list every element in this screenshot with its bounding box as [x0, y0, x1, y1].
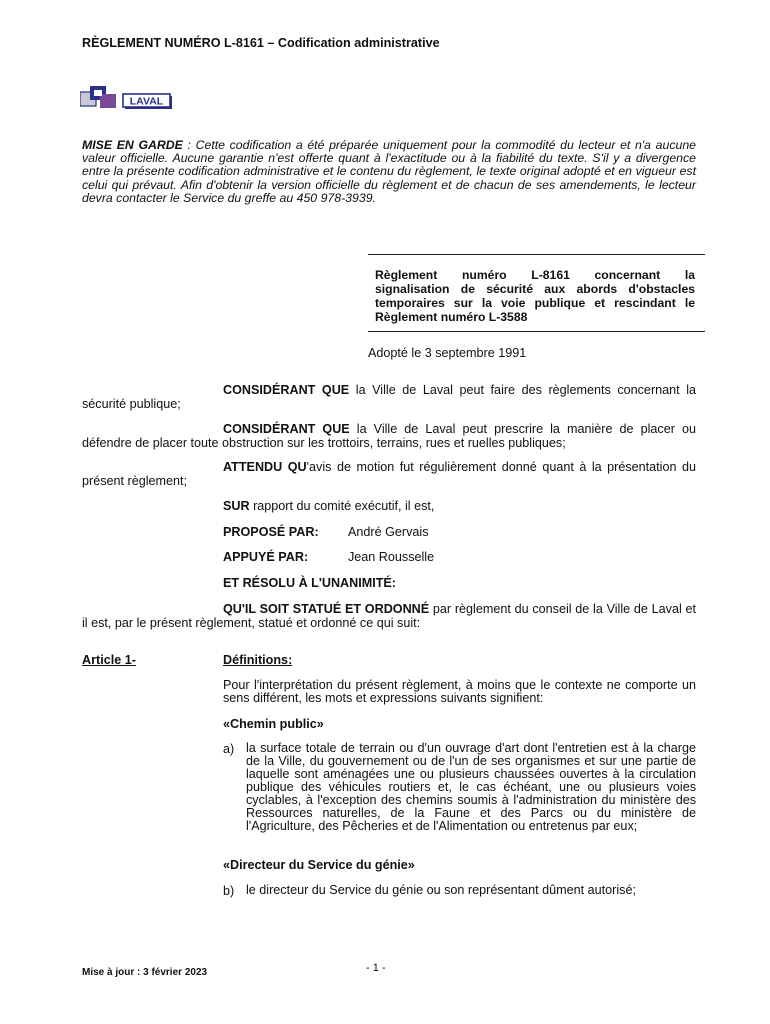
proposed-by-label: PROPOSÉ PAR: [223, 525, 319, 539]
proposed-by-name: André Gervais [348, 525, 429, 539]
preamble-text-2: la Ville de Laval peut prescrire la manière de placer ou défendre de placer toute obstruction sur les trottoirs, terrains, rues et ruelles publiques; [82, 422, 696, 450]
article-1-label: Article 1- [82, 653, 136, 667]
seconded-by-name: Jean Rousselle [348, 550, 435, 564]
adoption-date: Adopté le 3 septembre 1991 [368, 346, 527, 360]
item-b-label: b) [223, 884, 235, 898]
regulation-title-rest: signalisation de sécurité aux abords d'obstacles temporaires sur la voie publique et rescindant le Règlement numéro L-3588 [375, 282, 695, 324]
enactment-paragraph [82, 602, 696, 630]
enactment-text: par règlement du conseil de la Ville de Laval et il est, par le présent règlement, statué et ordonné ce qui suit: [82, 602, 696, 630]
seconded-by-label: APPUYÉ PAR: [223, 550, 309, 564]
term-directeur-genie: «Directeur du Service du génie» [223, 858, 415, 872]
item-b-text: le directeur du Service du génie ou son représentant dûment autorisé; [246, 883, 636, 897]
item-a-label: a) [223, 742, 235, 756]
preamble-paragraph-4 [223, 499, 434, 513]
preamble-lead-1: CONSIDÉRANT QUE [223, 383, 350, 397]
title-top-rule [368, 254, 705, 255]
regulation-title-line1: Règlement numéro L-8161 concernant la [375, 268, 695, 282]
footer-update-date: Mise à jour : 3 février 2023 [82, 967, 208, 978]
title-bottom-rule [368, 331, 705, 332]
preamble-lead-2: CONSIDÉRANT QUE [223, 422, 350, 436]
preamble-paragraph-2 [82, 422, 696, 450]
preamble-lead-4: SUR [223, 499, 250, 513]
preamble-lead-3: ATTENDU QU [223, 460, 307, 474]
logo-block-white [94, 90, 102, 96]
preamble-paragraph-1 [82, 383, 696, 411]
article-1-heading: Définitions: [223, 653, 293, 667]
logo-text: LAVAL [129, 95, 164, 108]
article-1-intro: Pour l'interprétation du présent règlement, à moins que le contexte ne comporte un sens différent, les mots et expressions suivants signifient: [223, 678, 696, 705]
laval-logo [80, 84, 175, 112]
warning-text: : Cette codification a été préparée uniquement pour la commodité du lecteur et n'a aucune valeur officielle. Aucune garantie n'est offerte quant à l'exactitude ou à la fiabilité du texte. S'il y a divergence entre la présente codification administrative et le contenu du règlement, le texte original adopté et en vigueur est celui qui prévaut. Afin d'obtenir la version officielle du règlement et de chacun de ses amendements, le lecteur devra contacter le Service du greffe au 450 978-3939. [82, 138, 697, 205]
term-chemin-public: «Chemin public» [223, 717, 324, 731]
logo-block-purple [100, 94, 116, 108]
preamble-text-3: 'avis de motion fut régulièrement donné quant à la présentation du présent règlement; [82, 460, 697, 488]
page-number: - 1 - [366, 962, 386, 974]
enactment-lead: QU'IL SOIT STATUÉ ET ORDONNÉ [223, 602, 430, 616]
preamble-text-1: la Ville de Laval peut faire des règlements concernant la sécurité publique; [82, 383, 697, 411]
resolution-statement: ET RÉSOLU À L'UNANIMITÉ: [223, 576, 397, 590]
warning-label: MISE EN GARDE [82, 138, 183, 152]
document-header-title: RÈGLEMENT NUMÉRO L-8161 – Codification administrative [82, 36, 440, 50]
preamble-paragraph-3 [82, 460, 696, 488]
warning-notice [82, 139, 696, 205]
preamble-text-4: rapport du comité exécutif, il est, [249, 499, 435, 513]
regulation-title [375, 268, 695, 324]
item-a-text: la surface totale de terrain ou d'un ouvrage d'art dont l'entretien est à la charge de la Ville, du gouvernement ou de l'un de ses organismes et sur une partie de laquelle sont aménagées une ou plusieurs chaussées ouvertes à la circulation publique des véhicules routiers et, le cas échéant, une ou plusieurs voies cyclables, à l'exception des chemins soumis à l'administration du ministère des Ressources naturelles, de la Faune et des Parcs ou du ministère de l'Agriculture, des Pêcheries et de l'Alimentation ou entretenus par eux; [246, 741, 696, 833]
